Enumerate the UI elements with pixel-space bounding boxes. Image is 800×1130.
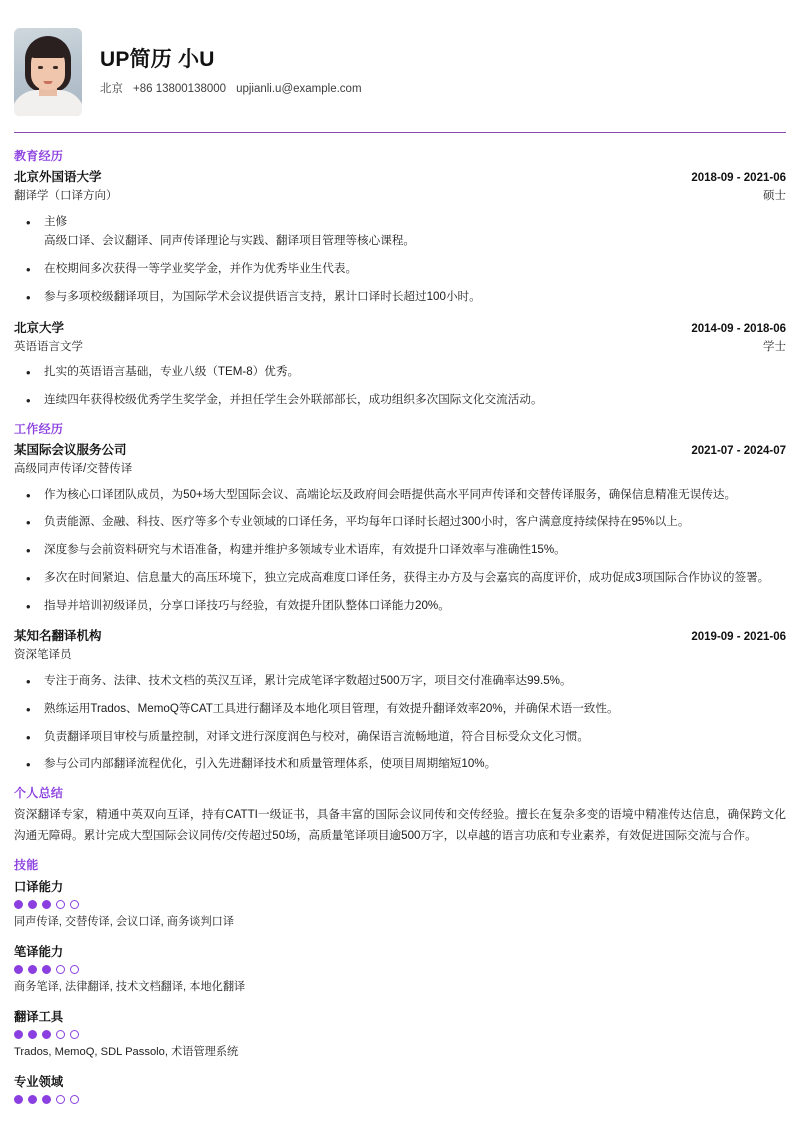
entry-degree: 硕士 [763,189,786,202]
bullet-item: • 深度参与会前资料研究与术语准备，构建并维护多领域专业术语库，有效提升口译效率与准确性15%。 [14,541,786,560]
entry-bullets [14,363,786,410]
section-title-education: 教育经历 [14,149,64,163]
skill-level-dot [56,1030,65,1039]
skill-name: 笔译能力 [14,945,64,960]
skill-entry [14,942,786,996]
entry-subheader-row [14,647,786,665]
skill-level-dot [28,965,37,974]
skill-level-dot [56,1095,65,1104]
skill-level-meter [14,900,786,909]
skill-keywords: 同声传译, 交替传译, 会议口译, 商务谈判口译 [14,916,235,929]
entry-organization: 北京大学 [14,320,65,335]
section-work [14,420,786,774]
experience-entry [14,441,786,616]
entry-organization: 某国际会议服务公司 [14,442,127,457]
skill-level-dot [42,1095,51,1104]
skill-level-dot [56,900,65,909]
skill-level-dot [56,965,65,974]
skill-level-dot [70,900,79,909]
experience-entry [14,168,786,307]
bullet-item: • 专注于商务、法律、技术文档的英汉互译，累计完成笔译字数超过500万字，项目交付准确率达99.5%。 [14,672,786,691]
entry-role: 翻译学（口译方向） [14,189,118,202]
skill-level-dot [14,1030,23,1039]
bullet-item: • 扎实的英语语言基础，专业八级（TEM-8）优秀。 [14,363,786,382]
contact-phone: +86 13800138000 [133,83,227,96]
bullet-item: • 在校期间多次获得一等学业奖学金，并作为优秀毕业生代表。 [14,260,786,279]
bullet-item: • 作为核心口译团队成员，为50+场大型国际会议、高端论坛及政府间会晤提供高水平同声传译和交替传译服务，确保信息精准无误传达。 [14,486,786,505]
section-title-skills: 技能 [14,858,39,873]
skill-level-dot [70,1095,79,1104]
avatar-eye-right [53,66,58,69]
entry-subheader-row [14,339,786,357]
entry-degree: 学士 [763,340,786,353]
education-entry-list [14,168,786,410]
entry-period: 2021-07 - 2024-07 [691,444,786,457]
bullet-item: • 负责翻译项目审校与质量控制，对译文进行深度润色与校对，确保语言流畅地道，符合目标受众文化习惯。 [14,728,786,747]
bullet-item: • 连续四年获得校级优秀学生奖学金，并担任学生会外联部部长，成功组织多次国际文化交流活动。 [14,391,786,410]
skill-level-dot [28,1095,37,1104]
section-education [14,147,786,410]
entry-bullets [14,672,786,774]
entry-header-row [14,168,786,188]
entry-bullets [14,213,786,307]
skill-level-dot [42,965,51,974]
bullet-item: • 参与公司内部翻译流程优化，引入先进翻译技术和质量管理体系，使项目周期缩短10%。 [14,755,786,774]
skill-level-dot [14,900,23,909]
work-entry-list [14,441,786,774]
contact-location: 北京 [100,83,123,96]
entry-organization: 北京外国语大学 [14,170,102,184]
entry-period: 2014-09 - 2018-06 [691,322,786,335]
skill-level-dot [28,900,37,909]
entry-period: 2018-09 - 2021-06 [691,172,786,184]
skill-level-dot [42,1030,51,1039]
skill-level-dot [14,1095,23,1104]
skill-level-dot [42,900,51,909]
bullet-item: • 负责能源、金融、科技、医疗等多个专业领域的口译任务，平均每年口译时长超过300小时，客户满意度持续保持在95%以上。 [14,513,786,532]
entry-role: 英语语言文学 [14,340,83,353]
skill-level-meter [14,1030,786,1039]
entry-header-row [14,627,786,647]
skill-keywords: Trados, MemoQ, SDL Passolo, 术语管理系统 [14,1046,239,1059]
avatar-fringe [28,40,68,58]
identity-block [100,47,362,97]
skill-level-dot [28,1030,37,1039]
entry-role: 资深笔译员 [14,649,72,662]
bullet-item: • 主修 高级口译、会议翻译、同声传译理论与实践、翻译项目管理等核心课程。 [14,213,786,252]
bullet-item: • 参与多项校级翻译项目，为国际学术会议提供语言支持，累计口译时长超过100小时。 [14,288,786,307]
entry-role: 高级同声传译/交替传译 [14,462,133,475]
skill-level-dot [70,1030,79,1039]
skill-level-dot [70,965,79,974]
resume-header [14,0,786,130]
candidate-name: UP简历 小U [100,47,215,71]
entry-subheader-row [14,188,786,206]
skill-entry [14,1072,786,1104]
contact-email: upjianli.u@example.com [236,83,362,96]
section-skills [14,856,786,1103]
skill-level-meter [14,1095,786,1104]
skill-name: 翻译工具 [14,1010,64,1025]
skill-keywords: 商务笔译, 法律翻译, 技术文档翻译, 本地化翻译 [14,981,246,994]
skill-level-dot [14,965,23,974]
section-title-work: 工作经历 [14,421,64,436]
section-title-summary: 个人总结 [14,786,64,801]
bullet-subtext: 高级口译、会议翻译、同声传译理论与实践、翻译项目管理等核心课程。 [44,234,416,248]
contact-line [100,82,362,97]
skill-name: 专业领域 [14,1074,64,1089]
skill-name: 口译能力 [14,880,64,895]
skill-level-meter [14,965,786,974]
bullet-item: • 指导并培训初级译员，分享口译技巧与经验，有效提升团队整体口译能力20%。 [14,597,786,616]
bullet-item: • 多次在时间紧迫、信息量大的高压环境下，独立完成高难度口译任务，获得主办方及与会嘉宾的高度评价，成功促成3项国际合作协议的签署。 [14,569,786,588]
section-summary [14,784,786,846]
entry-bullets [14,486,786,616]
entry-organization: 某知名翻译机构 [14,629,102,644]
experience-entry [14,319,786,410]
experience-entry [14,627,786,774]
avatar [14,28,82,116]
skill-list [14,877,786,1103]
bullet-item: • 熟练运用Trados、MemoQ等CAT工具进行翻译及本地化项目管理，有效提升翻译效率20%，并确保术语一致性。 [14,700,786,719]
entry-period: 2019-09 - 2021-06 [691,631,786,644]
avatar-eye-left [38,66,43,69]
skill-entry [14,1007,786,1061]
skill-entry [14,877,786,931]
entry-subheader-row [14,461,786,479]
entry-header-row [14,319,786,339]
header-divider [14,132,786,133]
entry-header-row [14,441,786,461]
summary-text: 资深翻译专家，精通中英双向互译，持有CATTI一级证书，具备丰富的国际会议同传和交传经验。擅长在复杂多变的语境中精准传达信息，确保跨文化沟通无障碍。累计完成大型国际会议同传/交传超过50场，高质量笔译项目逾500万字，以卓越的语言功底和专业素养，有效促进国际交流与合作。 [14,808,786,842]
